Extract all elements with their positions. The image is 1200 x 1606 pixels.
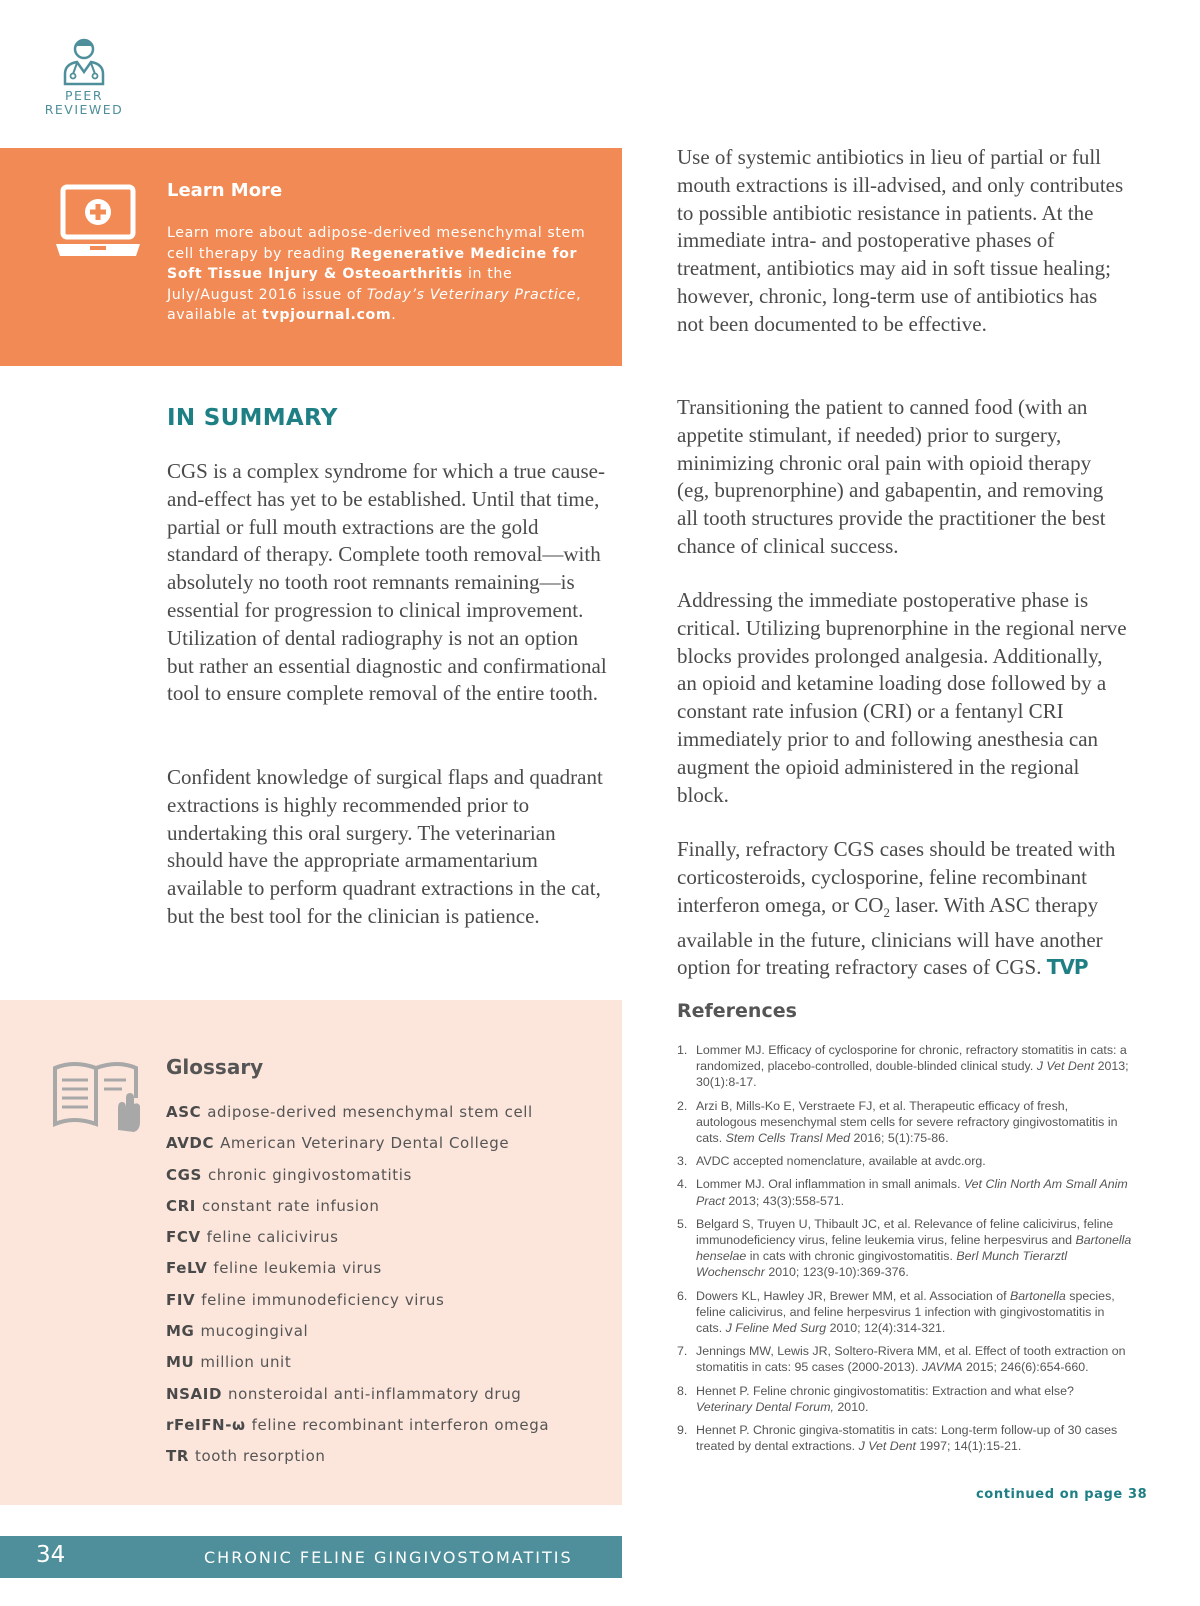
reference-text: 2015; 246(6):654-660. (962, 1360, 1089, 1375)
reference-text: Vet Clin North Am Small Anim Pract (696, 1177, 1128, 1208)
reference-text: Veterinary Dental Forum, (696, 1399, 834, 1414)
glossary-item (166, 1253, 549, 1284)
reference-text: 2013; 30(1):8-17. (696, 1059, 1129, 1090)
glossary-definition: feline calicivirus (206, 1228, 339, 1247)
peer-reviewed-badge (36, 36, 132, 117)
glossary-abbr: MU (166, 1353, 195, 1372)
reference-text: Hennet P. Feline chronic gingivostomatitis: Extraction and what else? (696, 1383, 1074, 1398)
glossary-abbr: FIV (166, 1290, 196, 1309)
glossary-item (166, 1128, 549, 1159)
reference-number: 9. (677, 1423, 688, 1438)
learn-more-title: Learn More (167, 180, 283, 201)
glossary-definition: chronic gingivostomatitis (207, 1165, 412, 1184)
reference-text: Belgard S, Truyen U, Thibault JC, et al. Relevance of feline calicivirus, feline immunodeficiency virus, feline leukemia virus, feline herpesvirus and (696, 1216, 1114, 1248)
glossary-list (166, 1097, 549, 1473)
book-hand-icon (52, 1058, 144, 1132)
glossary-abbr: ASC (166, 1103, 202, 1121)
doctor-icon (61, 36, 107, 86)
reference-text: J Vet Dent (1036, 1059, 1095, 1074)
glossary-definition: feline recombinant interferon omega (251, 1415, 550, 1434)
reference-text: J Feline Med Surg (725, 1321, 827, 1336)
glossary-definition: constant rate infusion (201, 1196, 380, 1215)
reference-text: 1997; 14(1):15-21. (915, 1439, 1022, 1454)
reference-text: Hennet P. Chronic gingiva-stomatitis in cats: Long-term follow-up of 30 cases treated by dental extractions. (696, 1423, 1118, 1454)
glossary-item (166, 1410, 549, 1441)
body-paragraph-1: Use of systemic antibiotics in lieu of partial or full mouth extractions is ill-advised, and only contributes to possible antibiotic resistance in patients. At the immediate intra- and postoperative phases of treatment, antibiotics may aid in soft tissue healing; however, chronic, long-term use of antibiotics has not been documented to be effective. (677, 145, 1124, 336)
reference-number: 1. (677, 1043, 688, 1057)
reference-text: Lommer MJ. Efficacy of cyclosporine for chronic, refractory stomatitis in cats: a randomized, placebo-controlled, double-blinded clinical study. (696, 1043, 1127, 1074)
reference-item (677, 1383, 1132, 1415)
glossary-item (166, 1285, 549, 1316)
glossary-definition: adipose-derived mesenchymal stem cell (207, 1103, 533, 1121)
summary-paragraph-1: CGS is a complex syndrome for which a true cause-and-effect has yet to be established. Until that time, partial or full mouth extractions are the gold standard of therapy. Complete tooth removal—with absolutely no tooth root remnants remaining—is essential for progression to clinical improvement. Utilization of dental radiography is not an option but rather an essential diagnostic and confirmational tool to ensure complete removal of the entire tooth. (167, 459, 607, 706)
glossary-abbr: FeLV (166, 1259, 208, 1278)
reference-text: Stem Cells Transl Med (725, 1131, 851, 1146)
peer-label-2: REVIEWED (44, 102, 124, 117)
glossary-definition: million unit (200, 1353, 292, 1372)
glossary-panel (0, 1000, 622, 1505)
learn-more-text: Learn more about adipose-derived mesenchymal stem cell therapy by reading Regenerative Medicine for Soft Tissue Injury & Osteoarthritis in the July/August 2016 issue of Today’s Veterinary Practice, available at tvpjournal.com. (167, 225, 586, 323)
reference-text: J Vet Dent (858, 1439, 916, 1454)
glossary-item (166, 1222, 549, 1253)
reference-text: 2016; 5(1):75-86. (850, 1131, 949, 1146)
summary-paragraph-2: Confident knowledge of surgical flaps and quadrant extractions is highly recommended prior to undertaking this oral surgery. The veterinarian should have the appropriate armamentarium available to perform quadrant extractions in the cat, but the best tool for the clinician is patience. (167, 765, 603, 928)
glossary-item (166, 1441, 549, 1472)
body-paragraph-2: Transitioning the patient to canned food (with an appetite stimulant, if needed) prior to surgery, minimizing chronic oral pain with opioid therapy (eg, buprenorphine) and gabapentin, and removing all tooth structures provide the practitioner the best chance of clinical success. (677, 395, 1106, 558)
reference-item (677, 1288, 1132, 1337)
peer-label-1: PEER (64, 88, 104, 103)
glossary-definition: mucogingival (200, 1322, 309, 1341)
summary-heading: IN SUMMARY (167, 405, 338, 431)
glossary-item (166, 1160, 549, 1191)
reference-text: 2013; 43(3):558-571. (724, 1193, 845, 1208)
reference-text: Bartonella (1010, 1288, 1066, 1303)
reference-item (677, 1216, 1132, 1281)
reference-item (677, 1422, 1132, 1454)
reference-text: Dowers KL, Hawley JR, Brewer MM, et al. Association of (696, 1288, 1011, 1303)
reference-number: 8. (677, 1383, 688, 1398)
reference-number: 2. (677, 1098, 688, 1113)
reference-number: 7. (677, 1344, 688, 1359)
reference-item (677, 1176, 1132, 1208)
glossary-title: Glossary (166, 1055, 264, 1079)
journal-link[interactable]: tvpjournal.com (262, 307, 392, 323)
footer-bar (0, 1536, 622, 1578)
reference-text: 2010. (833, 1399, 869, 1414)
reference-item (677, 1343, 1132, 1375)
glossary-item (166, 1347, 549, 1378)
glossary-definition: American Veterinary Dental College (220, 1134, 510, 1153)
reference-number: 4. (677, 1177, 688, 1192)
reference-text: Berl Munch Tierarztl Wochenschr (696, 1249, 1068, 1280)
body-paragraph-4: Finally, refractory CGS cases should be treated with corticosteroids, cyclosporine, feline recombinant interferon omega, or $CO_2$ laser. With ASC therapy available in the future, clinicians will have another option for treating refractory cases of CGS. TVP (677, 837, 1116, 980)
reference-text: AVDC accepted nomenclature, available at avdc.org. (696, 1154, 986, 1169)
glossary-abbr: TR (166, 1447, 189, 1466)
reference-item (677, 1153, 1132, 1169)
glossary-abbr: CRI (166, 1196, 196, 1215)
body-paragraph-3: Addressing the immediate postoperative phase is critical. Utilizing buprenorphine in the regional nerve blocks provides prolonged analgesia. Additionally, an opioid and ketamine loading dose followed by a constant rate infusion (CRI) or a fentanyl CRI immediately prior to and following anesthesia can augment the opioid administered in the regional block. (677, 588, 1127, 807)
reference-number: 3. (677, 1154, 688, 1169)
reference-text: 2010; 123(9-10):369-376. (764, 1265, 909, 1280)
glossary-definition: nonsteroidal anti-inflammatory drug (228, 1384, 522, 1403)
article-title: Regenerative Medicine for Soft Tissue Injury & Osteoarthritis (167, 245, 578, 282)
glossary-abbr: MG (166, 1322, 195, 1341)
glossary-abbr: FCV (166, 1228, 201, 1247)
reference-text: Arzi B, Mills-Ko E, Verstraete FJ, et al. Therapeutic efficacy of fresh, autologous mesenchymal stem cells for severe refractory gingivostomatitis in cats. (696, 1098, 1118, 1146)
glossary-abbr: NSAID (166, 1384, 222, 1403)
reference-text: species, feline calicivirus, and feline herpesvirus 1 infection with gingivostomatitis in cats. (696, 1288, 1115, 1336)
reference-text: Bartonella henselae (696, 1233, 1132, 1264)
glossary-definition: tooth resorption (194, 1447, 326, 1466)
glossary-definition: feline immunodeficiency virus (201, 1290, 445, 1309)
section-title: CHRONIC FELINE GINGIVOSTOMATITIS (204, 1548, 573, 1567)
glossary-abbr: rFeIFN-ω (166, 1415, 246, 1434)
reference-item (677, 1042, 1132, 1091)
journal-name: Today’s Veterinary Practice (366, 286, 577, 303)
reference-item (677, 1098, 1132, 1147)
reference-text: Lommer MJ. Oral inflammation in small animals. (696, 1177, 964, 1192)
glossary-definition: feline leukemia virus (213, 1259, 382, 1278)
reference-text: JAVMA (921, 1360, 963, 1375)
reference-text: Jennings MW, Lewis JR, Soltero-Rivera MM, et al. Effect of tooth extraction on stomatitis in cats: 95 cases (2000-2013). (696, 1344, 1126, 1375)
reference-number: 6. (677, 1288, 688, 1303)
glossary-abbr: CGS (166, 1165, 202, 1184)
glossary-item (166, 1379, 549, 1410)
continued-link[interactable]: continued on page 38 (976, 1487, 1148, 1502)
reference-text: 2010; 12(4):314-321. (826, 1321, 946, 1336)
references-title: References (677, 1000, 797, 1022)
glossary-item (166, 1097, 549, 1128)
reference-text: in cats with chronic gingivostomatitis. (746, 1249, 957, 1264)
glossary-item (166, 1316, 549, 1347)
reference-number: 5. (677, 1216, 688, 1231)
references-list (677, 1042, 1132, 1461)
page-number: 34 (36, 1542, 66, 1568)
tvp-logo: TVP (1046, 955, 1088, 980)
glossary-abbr: AVDC (166, 1134, 215, 1153)
laptop-medical-icon (54, 184, 142, 260)
glossary-item (166, 1191, 549, 1222)
